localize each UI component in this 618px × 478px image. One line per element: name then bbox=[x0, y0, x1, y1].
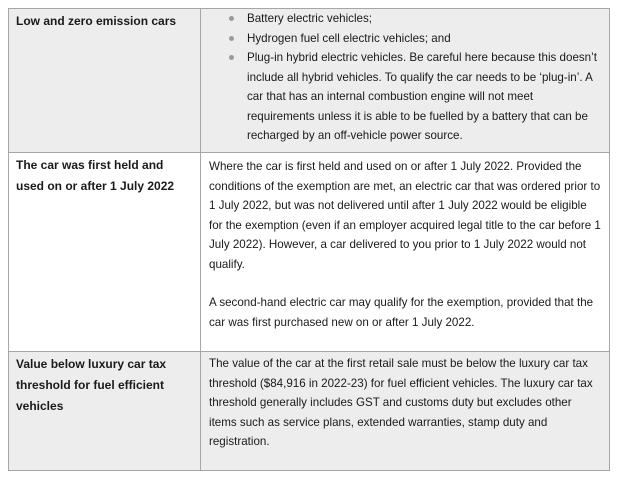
list-item bbox=[247, 29, 601, 49]
row-label: Low and zero emission cars bbox=[9, 9, 201, 153]
row-description bbox=[201, 9, 610, 153]
eligibility-table bbox=[8, 8, 610, 471]
list-item-text: Battery electric vehicles; bbox=[247, 12, 373, 25]
row-label: Value below luxury car tax threshold for fuel efficient vehicles bbox=[9, 352, 201, 471]
bullet-icon bbox=[229, 55, 234, 60]
description-paragraph: The value of the car at the first retail sale must be below the luxury car tax threshold ($84,916 in 2022-23) for fuel efficient vehicles. The luxury car tax threshold generally includes GST and customs duty but excludes other items such as service plans, extended warranties, stamp duty and registration. bbox=[209, 357, 593, 448]
list-item-text: Hydrogen fuel cell electric vehicles; and bbox=[247, 31, 451, 45]
table-row bbox=[9, 9, 610, 153]
description-paragraph: Where the car is first held and used on or after 1 July 2022. Provided the conditions of the exemption are met, an electric car that was ordered prior to 1 July 2022, but was not delivered until after 1 July 2022 would be eligible for the exemption (even if an employer acquired legal title to the car before 1 July 2022). However, a car delivered to you prior to 1 July 2022 would not qualify. bbox=[209, 160, 601, 271]
bullet-icon bbox=[229, 36, 234, 41]
row-description bbox=[201, 352, 610, 471]
list-item-text: Plug-in hybrid electric vehicles. Be careful here because this doesn’t include all hybrid vehicles. To qualify the car needs to be ‘plug-in’. A car that has an internal combustion engine will not meet requirements unless it is able to be fuelled by a battery that can be recharged by an off-vehicle power source. bbox=[247, 51, 597, 142]
table-row bbox=[9, 153, 610, 352]
list-item bbox=[247, 9, 601, 29]
row-description bbox=[201, 153, 610, 352]
bullet-icon bbox=[229, 16, 234, 21]
row-label: The car was first held and used on or after 1 July 2022 bbox=[9, 153, 201, 352]
vehicle-type-list bbox=[209, 9, 601, 146]
description-paragraph: A second-hand electric car may qualify for the exemption, provided that the car was first purchased new on or after 1 July 2022. bbox=[209, 296, 594, 329]
list-item bbox=[247, 48, 601, 146]
table-row bbox=[9, 352, 610, 471]
